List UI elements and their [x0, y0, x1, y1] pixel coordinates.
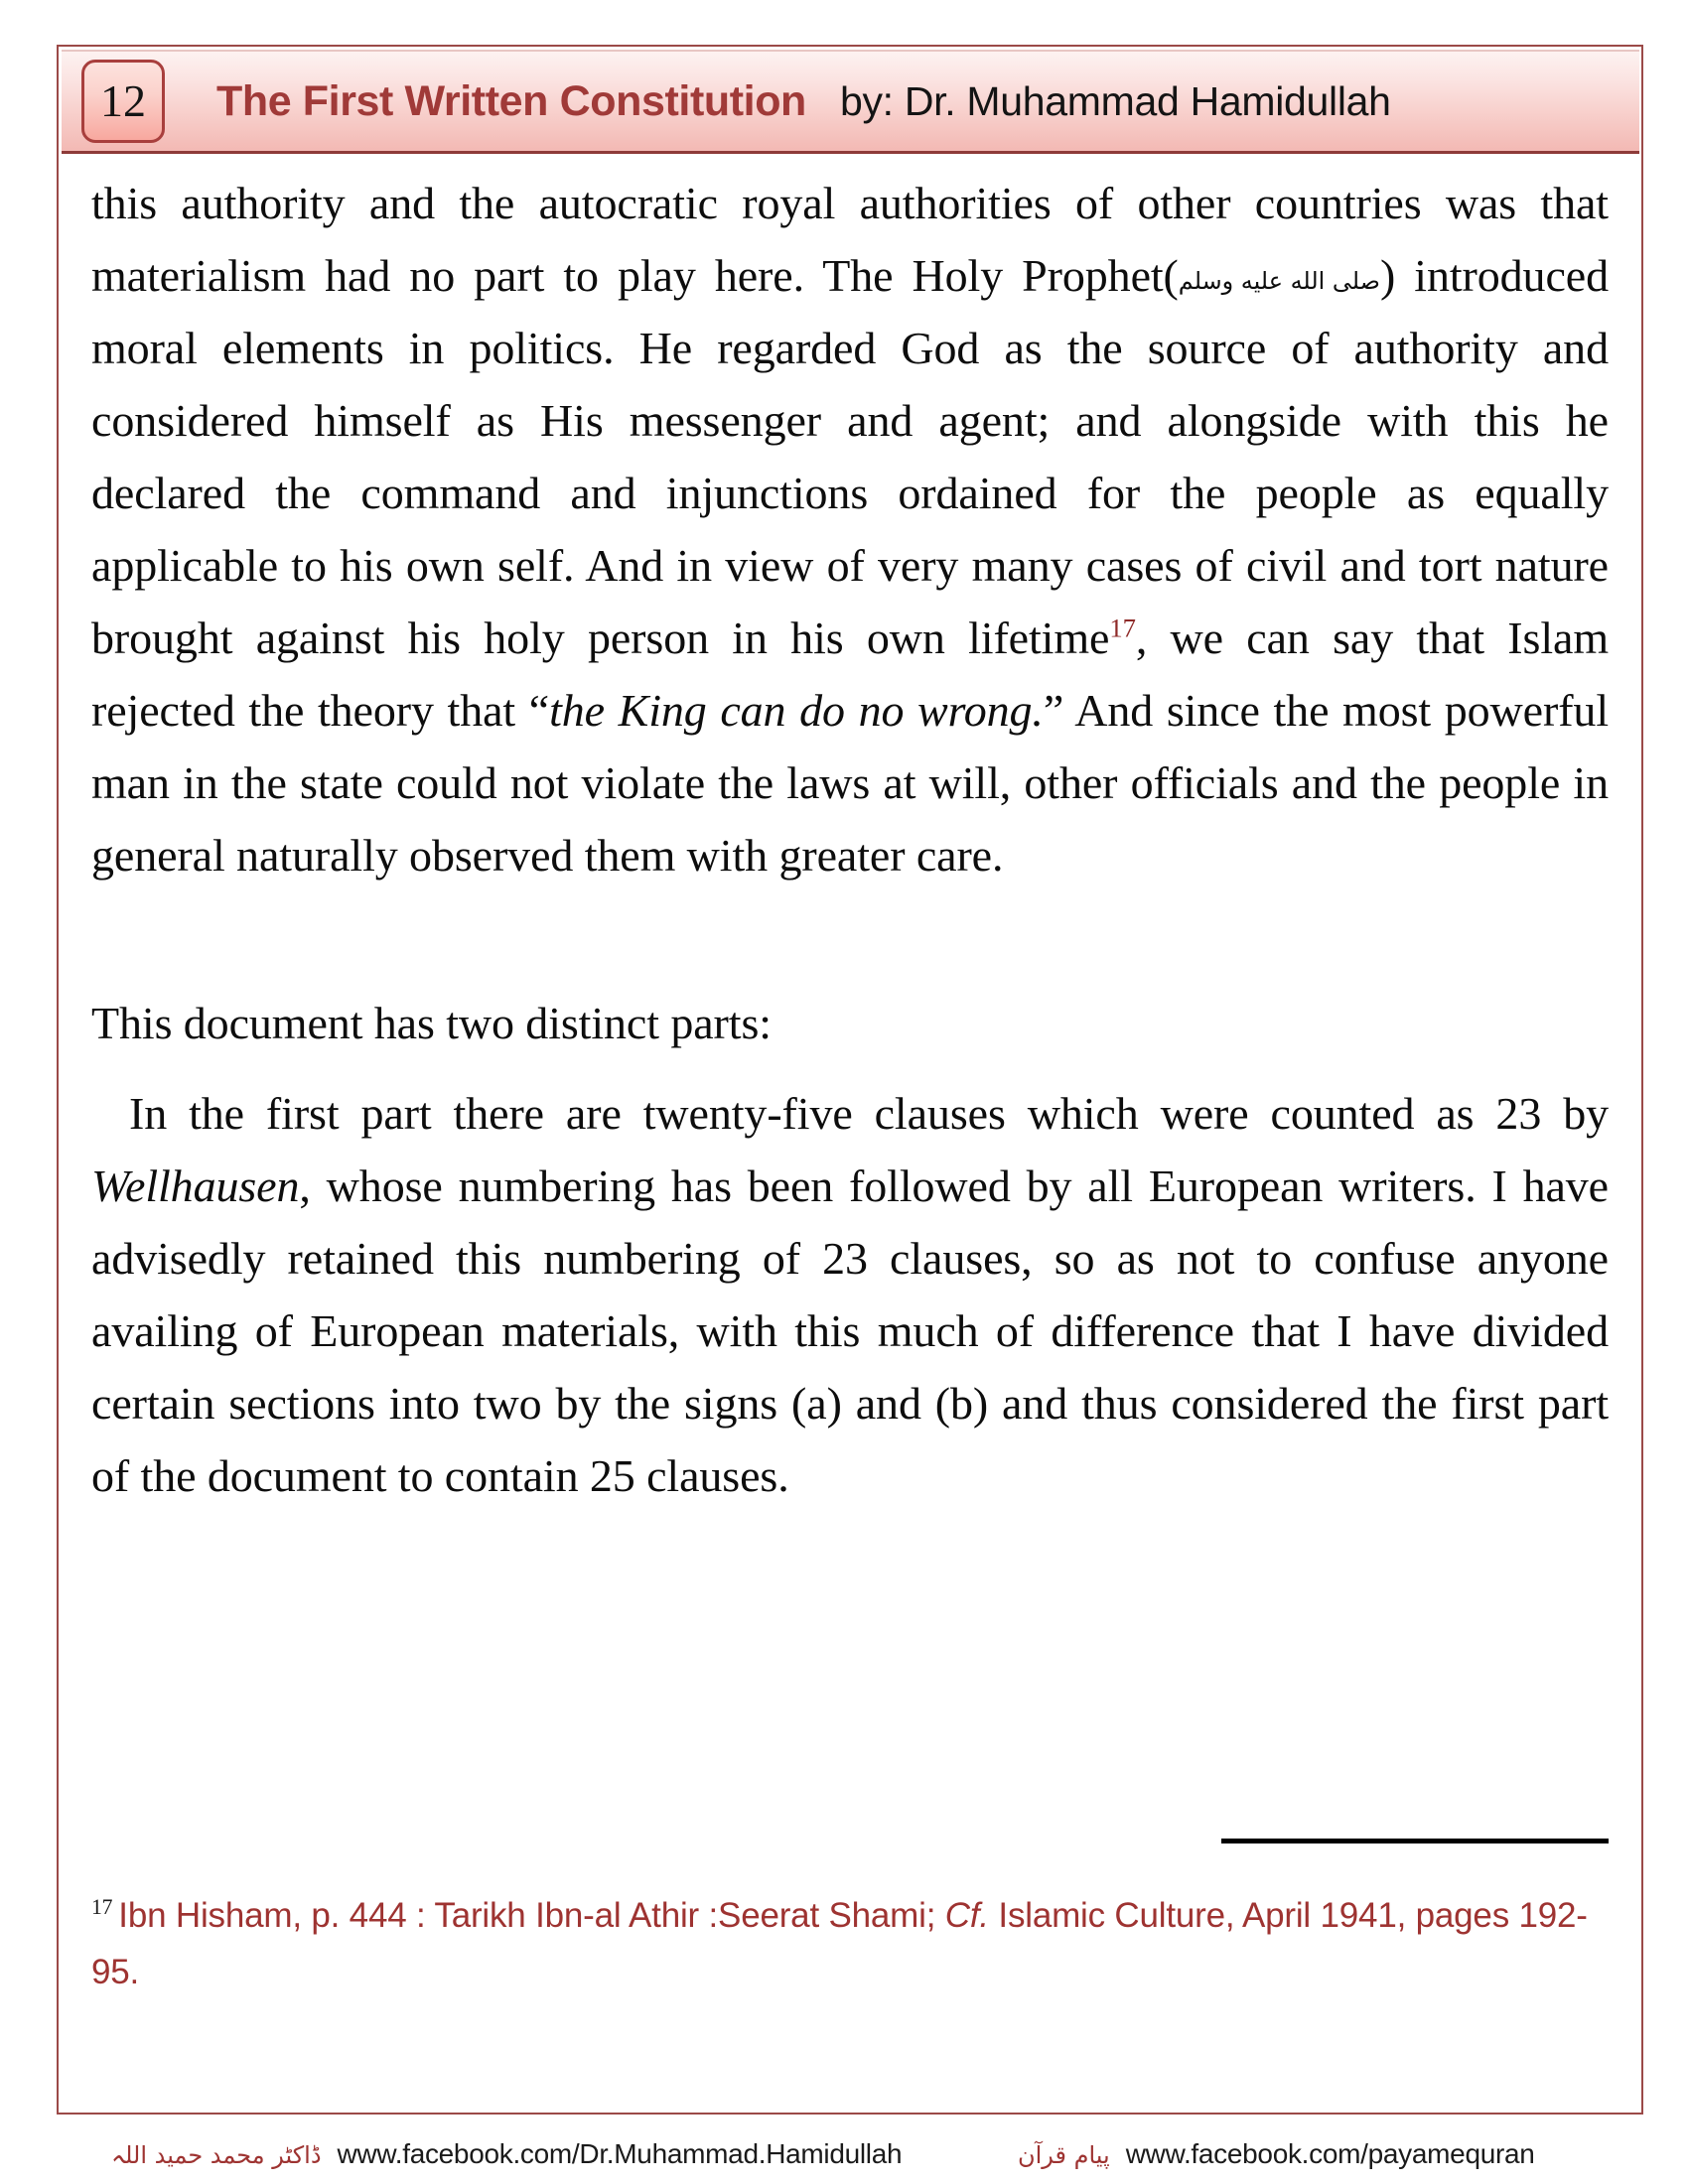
footer-right-group	[1018, 2138, 1535, 2170]
footnote-italic-cf: Cf.	[944, 1896, 989, 1935]
footer-link-payamequran[interactable]: www.facebook.com/payamequran	[1125, 2138, 1535, 2169]
footer-urdu-label-hamidullah: ڈاکٹر محمد حمید اللہ	[111, 2141, 322, 2169]
paragraph-2-text: This document has two distinct parts:	[91, 998, 772, 1048]
paragraph-spacer-1	[91, 891, 1609, 987]
paragraph-3-segment-2: , whose numbering has been followed by all European writers. I have advisedly retained this numbering of 23 clauses, so as not to confuse anyone availing of European materials, with this much of difference that I have divided certain sections into two by the signs (a) and (b) and thus considered the first part of the document to contain 25 clauses.	[91, 1160, 1609, 1501]
footer-urdu-label-payamequran: پیام قرآن	[1018, 2141, 1110, 2169]
paragraph-3	[91, 1077, 1609, 1512]
paragraph-3-italic-name: Wellhausen	[91, 1160, 300, 1211]
footnote-entry	[91, 1887, 1609, 2000]
footer-left-group	[111, 2138, 902, 2170]
paragraph-1-segment-3: , we can say that Islam rejected the theory that “	[91, 613, 1609, 736]
page-content	[91, 167, 1609, 1512]
footer-link-hamidullah[interactable]: www.facebook.com/Dr.Muhammad.Hamidullah	[337, 2138, 903, 2169]
paragraph-1: this authority and the autocratic royal authorities of other countries was that materialism had no part to play here. The Holy Prophet(صلى الله عليه وسلم) introduced moral elements in politics. He regarded God as the source of authority and considered himself as His messenger and agent; and alongside with this he declared the command and injunctions ordained for the people as equally applicable to his own self. And in view of very many cases of civil and tort nature brought against his holy person in his own lifetime$^{17}$, we can say that Islam rejected the theory that “the King can do no wrong.” And since the most powerful man in the state could not violate the laws at will, other officials and the people in general naturally observed them with greater care.	[91, 178, 1610, 881]
footnote-reference-marker[interactable]: 17	[1109, 613, 1136, 643]
paragraph-1-italic-quote: the King can do no wrong.	[549, 685, 1044, 736]
footnote-section	[91, 1839, 1609, 2000]
page-header	[62, 50, 1639, 154]
author-byline: by: Dr. Muhammad Hamidullah	[839, 77, 1391, 124]
footnote-text-segment-1: Ibn Hisham, p. 444 : Tarikh Ibn-al Athir :Seerat Shami;	[118, 1896, 945, 1935]
footnote-separator-rule	[1221, 1839, 1609, 1843]
paragraph-2	[91, 987, 1609, 1059]
paragraph-spacer-2	[91, 1059, 1609, 1077]
paragraph-1-segment-1: this authority and the autocratic royal authorities of other countries was that materialism had no part to play here. The Holy Prophet(	[91, 178, 1609, 301]
paragraph-1-segment-2: ) introduced moral elements in politics. He regarded God as the source of authority and considered himself as His messenger and agent; and alongside with this he declared the command and injunctions ordained for the people as equally applicable to his own self. And in view of very many cases of civil and tort nature brought against his holy person in his own lifetime	[91, 250, 1609, 663]
paragraph-1-segment-4: ” And since the most powerful man in the state could not violate the laws at will, other officials and the people in general naturally observed them with greater care.	[91, 685, 1610, 881]
page-title: The First Written Constitution	[216, 76, 806, 125]
paragraph-3-segment-1: In the first part there are twenty-five clauses which were counted as 23 by	[129, 1088, 1609, 1139]
page-number-badge: 12	[81, 60, 165, 143]
footnote-text-segment-2: Islamic Culture, April 1941, pages 192-95.	[91, 1896, 1588, 1991]
page-footer	[0, 2124, 1688, 2184]
footnote-number: 17	[91, 1895, 113, 1920]
